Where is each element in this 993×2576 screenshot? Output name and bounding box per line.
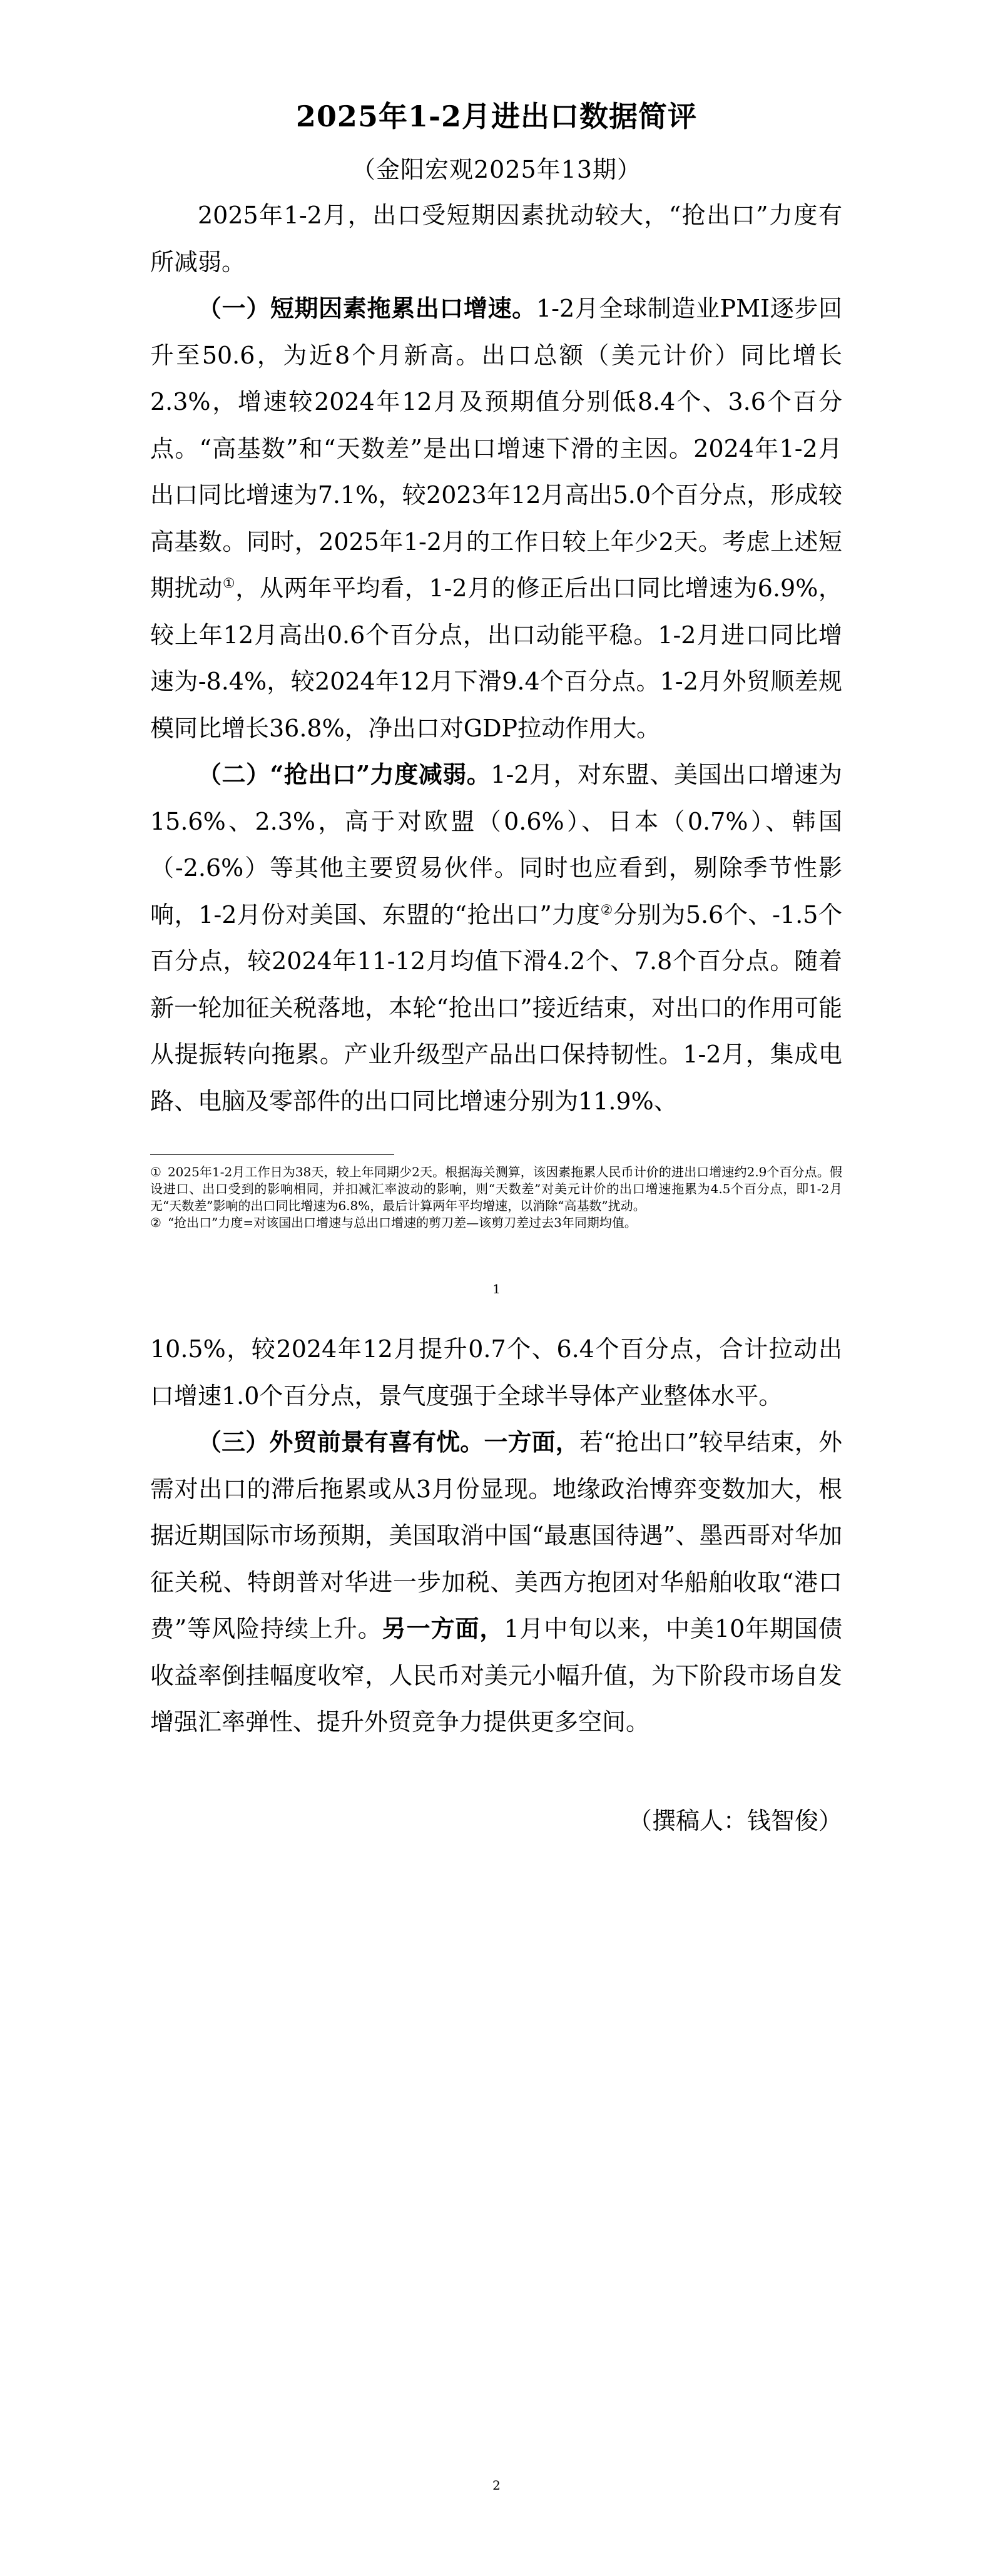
continuation-paragraph: 10.5%，较2024年12月提升0.7个、6.4个百分点，合计拉动出口增速1.0个百分点，景气度强于全球半导体产业整体水平。 xyxy=(150,1335,842,1410)
page-2-body xyxy=(150,1326,842,1746)
section-3-paragraph xyxy=(150,1419,842,1746)
section-2-paragraph xyxy=(150,751,842,1124)
footnote-divider xyxy=(150,1154,394,1155)
page-number-2: 2 xyxy=(492,2478,501,2493)
footnote-1 xyxy=(150,1164,842,1214)
page-number-1: 1 xyxy=(492,1281,501,1296)
document-title: 2025年1-2月进出口数据简评 xyxy=(295,99,698,133)
section-1-paragraph xyxy=(150,285,842,751)
section-3-subhead-1: 一方面， xyxy=(484,1428,579,1456)
section-1-heading: （一）短期因素拖累出口增速。 xyxy=(198,294,536,322)
footnotes xyxy=(150,1164,842,1231)
footnote-2-text: “抢出口”力度=对该国出口增速与总出口增速的剪刀差—该剪刀差过去3年同期均值。 xyxy=(167,1215,637,1230)
section-1-text-b: ，从两年平均看，1-2月的修正后出口同比增速为6.9%，较上年12月高出0.6个百分点，出口动能平稳。1-2月进口同比增速为-8.4%，较2024年12月下滑9.4个百分点。1-2月外贸顺差规模同比增长36.8%，净出口对GDP拉动作用大。 xyxy=(150,574,842,742)
document-subtitle: （金阳宏观2025年13期） xyxy=(351,156,642,183)
section-3-text-a: 若“抢出口”较早结束，外需对出口的滞后拖累或从3月份显现。地缘政治博弈变数加大，根据近期国际市场预期，美国取消中国“最惠国待遇”、墨西哥对华加征关税、特朗普对华进一步加税、美西方抱团对华船舶收取“港口费”等风险持续上升。 xyxy=(150,1428,842,1642)
footnote-2 xyxy=(150,1214,842,1231)
intro-paragraph: 2025年1-2月，出口受短期因素扰动较大，“抢出口”力度有所减弱。 xyxy=(150,201,842,276)
author-credit: （撰稿人：钱智俊） xyxy=(628,1807,842,1835)
footnote-2-mark: ② xyxy=(150,1215,161,1230)
footnote-ref-2: ② xyxy=(600,902,613,918)
section-3-heading: （三）外贸前景有喜有忧。 xyxy=(198,1428,484,1456)
section-3-subhead-2: 另一方面， xyxy=(382,1614,504,1642)
section-2-heading: （二）“抢出口”力度减弱。 xyxy=(198,760,491,788)
section-2-text-a: 1-2月，对东盟、美国出口增速为15.6%、2.3%，高于对欧盟（0.6%）、日本（0.7%）、韩国（-2.6%）等其他主要贸易伙伴。同时也应看到，剔除季节性影响，1-2月份对美国、东盟的“抢出口”力度 xyxy=(150,761,842,929)
section-1-text-a: 1-2月全球制造业PMI逐步回升至50.6，为近8个月新高。出口总额（美元计价）同比增长2.3%，增速较2024年12月及预期值分别低8.4个、3.6个百分点。“高基数”和“天数差”是出口增速下滑的主因。2024年1-2月出口同比增速为7.1%，较2023年12月高出5.0个百分点，形成较高基数。同时，2025年1-2月的工作日较上年少2天。考虑上述短期扰动 xyxy=(150,295,842,602)
section-3-text-b: 1月中旬以来，中美10年期国债收益率倒挂幅度收窄，人民币对美元小幅升值，为下阶段市场自发增强汇率弹性、提升外贸竞争力提供更多空间。 xyxy=(150,1615,842,1736)
footnote-1-mark: ① xyxy=(150,1164,161,1179)
footnote-1-text: 2025年1-2月工作日为38天，较上年同期少2天。根据海关测算，该因素拖累人民币计价的进出口增速约2.9个百分点。假设进口、出口受到的影响相同，并扣减汇率波动的影响，则“天数差”对美元计价的出口增速拖累为4.5个百分点，即1-2月无“天数差”影响的出口同比增速为6.8%，最后计算两年平均增速，以消除“高基数”扰动。 xyxy=(150,1164,842,1213)
section-2-text-b: 分别为5.6个、-1.5个百分点，较2024年11-12月均值下滑4.2个、7.8个百分点。随着新一轮加征关税落地，本轮“抢出口”接近结束，对出口的作用可能从提振转向拖累。产业升级型产品出口保持韧性。1-2月，集成电路、电脑及零部件的出口同比增速分别为11.9%、 xyxy=(150,900,842,1115)
footnote-ref-1: ① xyxy=(222,576,236,592)
page-2 xyxy=(0,1308,993,2576)
page-1-body xyxy=(150,192,842,1124)
